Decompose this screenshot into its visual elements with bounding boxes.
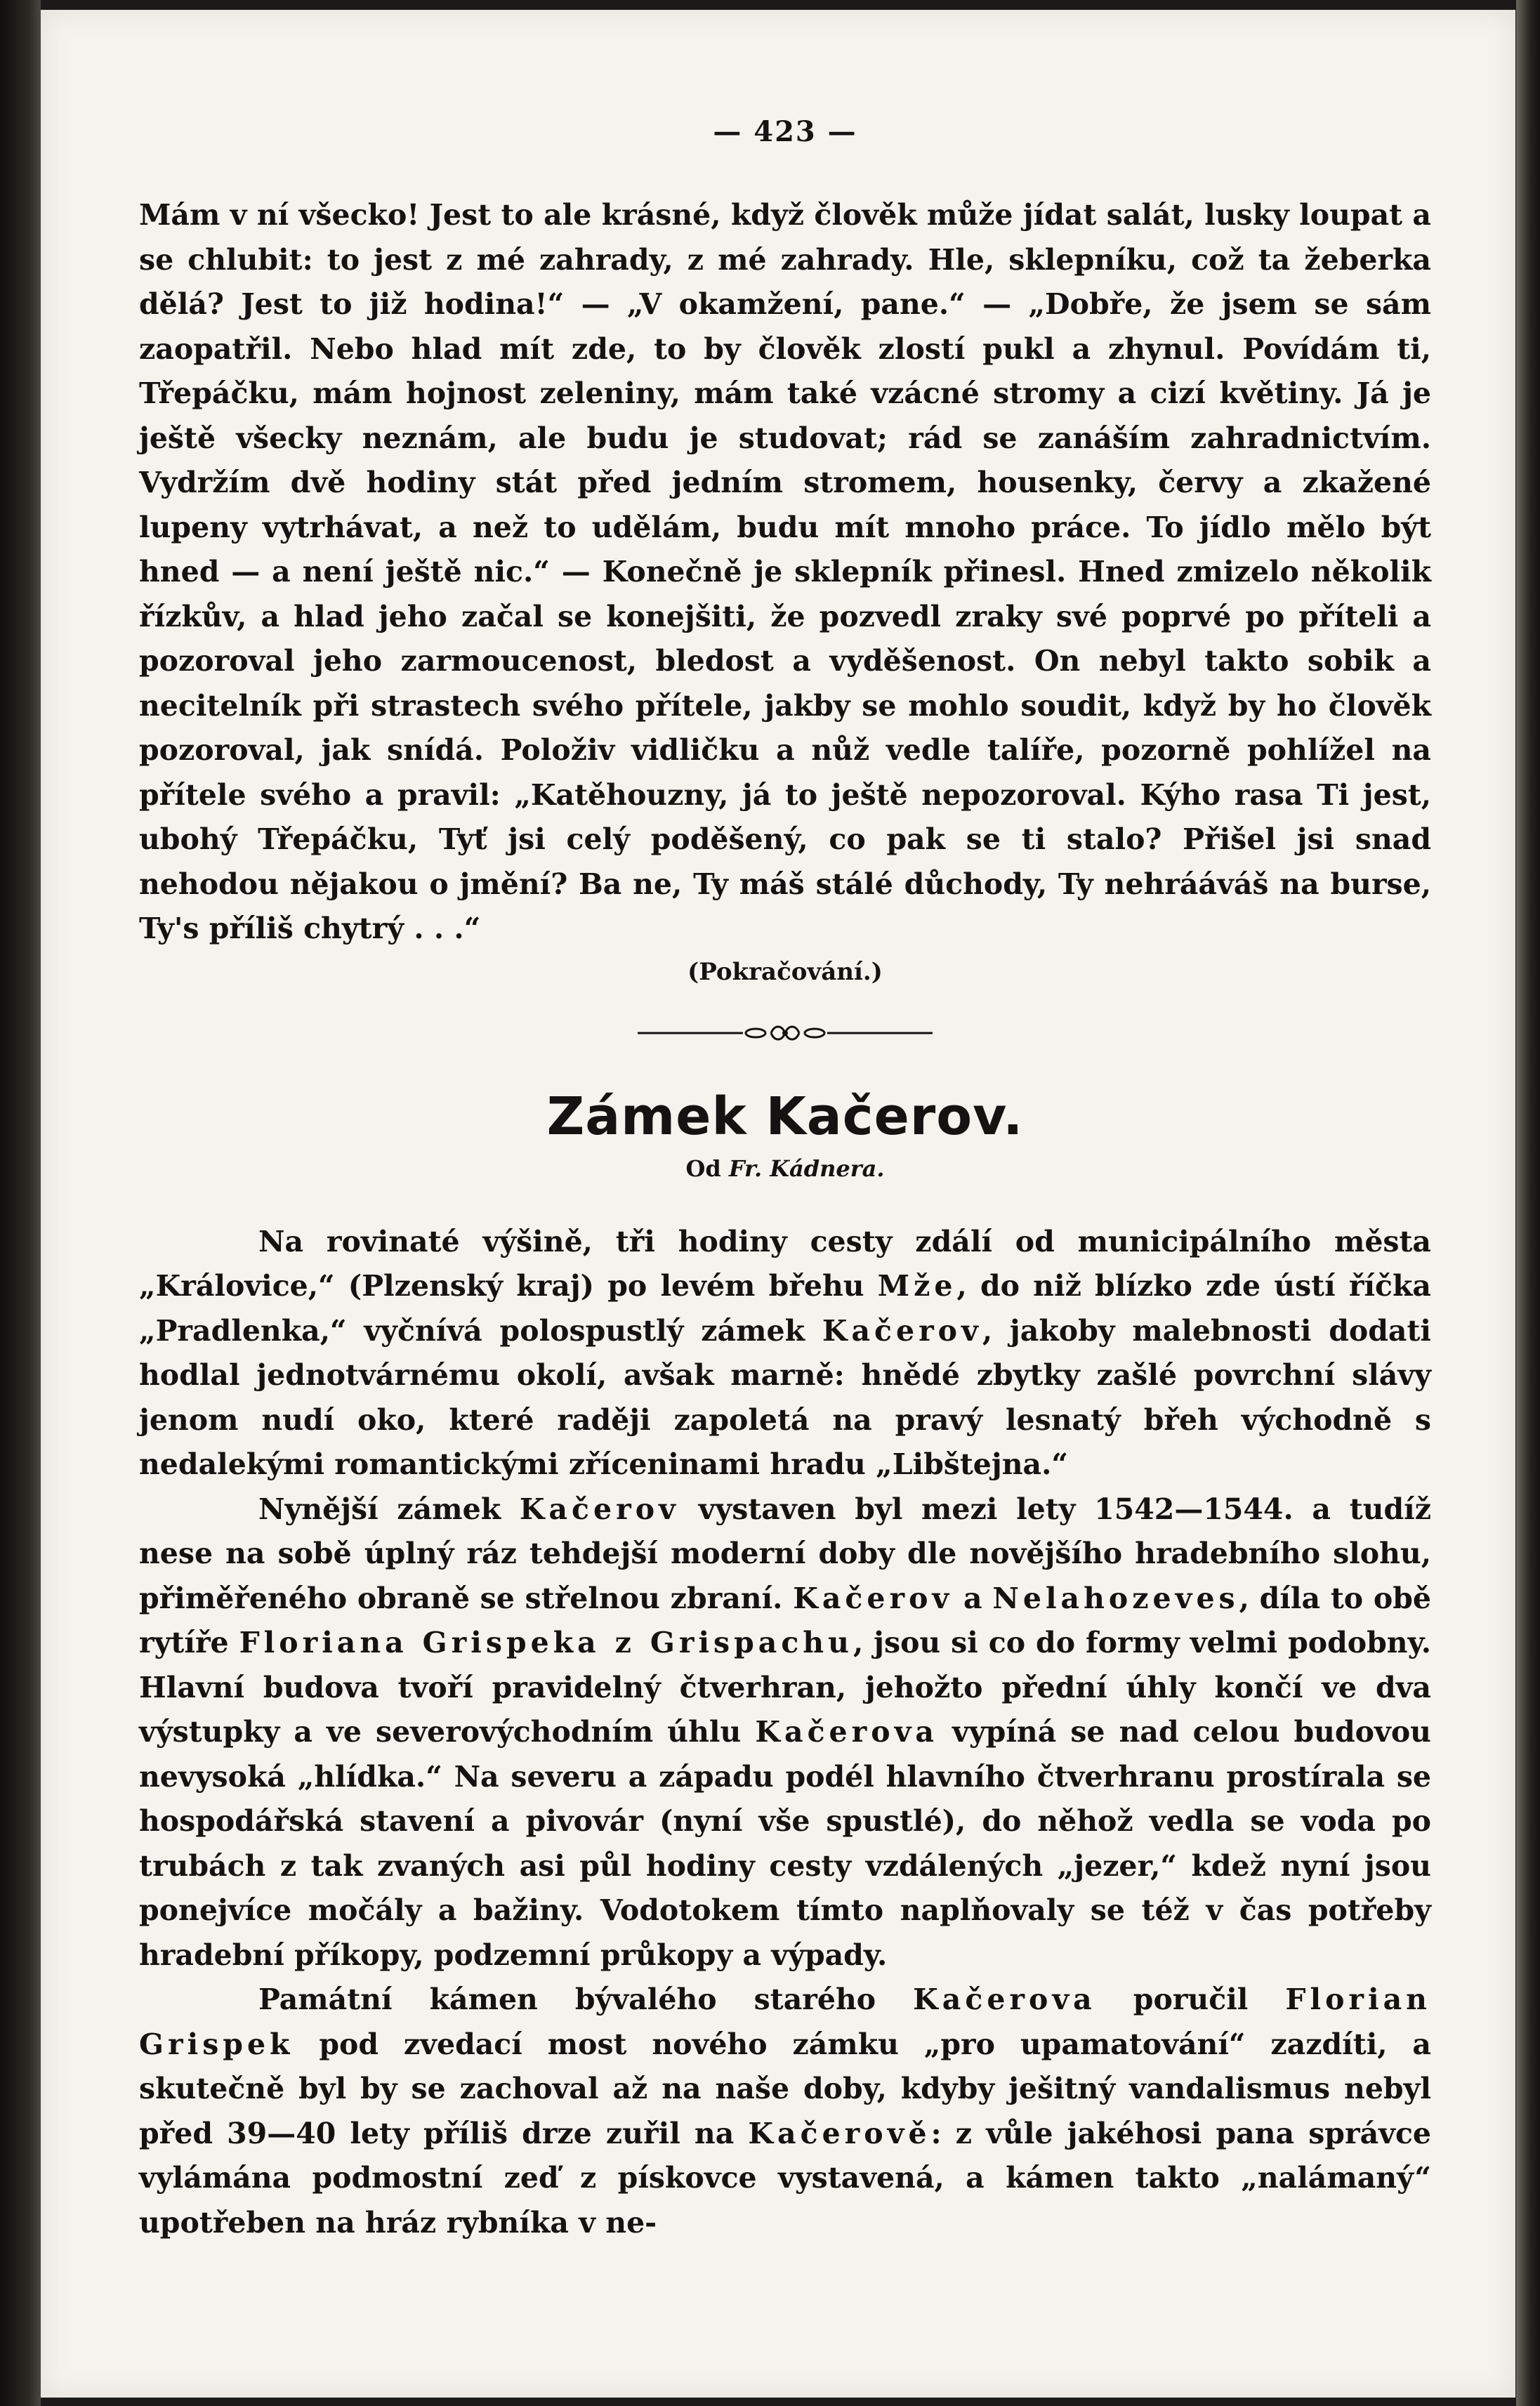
- article-paragraph-2: [139, 1487, 1431, 1978]
- text-run: poručil: [1095, 1983, 1286, 2016]
- byline-author: Fr. Kádnera.: [728, 1155, 885, 1182]
- ornament-divider-icon: [638, 1019, 933, 1047]
- book-spine-shadow: [0, 0, 41, 2406]
- text-run: vypíná se nad celou budovou nevysoká „hlídka.“ Na severu a západu podél hlavního čtverhranu prostírala se hospodářská stavení a pivovár (nyní vše spustlé), do něhož vedla se voda po trubách z tak zvaných asi půl hodiny cesty vzdálených „jezer,“ kdež nyní jsou ponejvíce močály a bažiny. Vodotokem tímto naplňovaly se též v čas potřeby hradební příkopy, podzemní průkopy a výpady.: [139, 1715, 1431, 1972]
- page-content: [139, 115, 1431, 2245]
- text-run: Na rovinaté výšině, tři hodiny cesty zdálí od municipálního města „Královice,“ (Plzenský kraj) po levém břehu: [139, 1224, 1431, 1303]
- book-page: [41, 10, 1515, 2398]
- spaced-name: Kačerově: [748, 2116, 931, 2150]
- page-number: — 423 —: [713, 115, 857, 148]
- story-ending-paragraph: [139, 193, 1431, 952]
- spaced-name: Florian Grispek: [139, 1983, 1431, 2061]
- text-run: : z vůle jakéhosi pana správce vylámána podmostní zeď z pískovce vystavená, a kámen takto „nalámaný“ upotřeben na hráz rybníka v ne-: [139, 2116, 1432, 2240]
- text-run: , do niž blízko zde ústí říčka „Pradlenka,“ vyčnívá polospustlý zámek: [139, 1269, 1431, 1348]
- text-run: vystaven byl mezi lety 1542—1544. a tudíž nese na sobě úplný ráz tehdejší moderní doby dle novějšího hradebního slohu, přiměřeného obraně se střelnou zbraní.: [139, 1492, 1431, 1615]
- spaced-name: Kačerova: [913, 1983, 1096, 2016]
- page-edge-shadow: [1516, 0, 1540, 2406]
- spaced-name: Kačerov: [519, 1492, 680, 1526]
- text-run: , díla to obě rytíře: [139, 1581, 1431, 1659]
- article-byline: [139, 1155, 1431, 1182]
- text-run: pod zvedací most nového zámku „pro upamatování“ zazdíti, a skutečně byl by se zachoval až na naše doby, kdyby ješitný vandalismus nebyl před 39—40 lety příliš drze zuřil na: [139, 2027, 1431, 2150]
- text-run: , jakoby malebnosti dodati hodlal jednotvárnému okolí, avšak marně: hnědé zbytky zašlé povrchní slávy jenom nudí oko, které raději zapoletá na pravý lesnatý břeh východně s nedalekými romantickými zříceninami hradu „Libštejna.“: [139, 1313, 1431, 1481]
- article-paragraph-3: [139, 1978, 1431, 2245]
- spaced-name: Nelahozeves: [992, 1581, 1239, 1615]
- spaced-name: Floriana Grispeka z Grispachu: [239, 1626, 853, 1659]
- spaced-name: Kačerova: [755, 1715, 938, 1749]
- text-run: Nynější zámek: [258, 1492, 520, 1526]
- spaced-name: Kačerov: [793, 1581, 954, 1615]
- spaced-name: Kačerov: [822, 1313, 982, 1348]
- article-paragraph-1: [139, 1220, 1431, 1487]
- spaced-name: Mže: [877, 1269, 957, 1303]
- text-run: Památní kámen bývalého starého: [258, 1983, 914, 2016]
- continuation-note: (Pokračování.): [687, 957, 883, 986]
- article-title: Zámek Kačerov.: [546, 1086, 1024, 1147]
- byline-prefix: Od: [685, 1155, 721, 1182]
- text-run: , jsou si co do formy velmi podobny. Hlavní budova tvoří pravidelný čtverhran, jehožto přední úhly končí ve dva výstupky a ve severovýchodním úhlu: [139, 1626, 1431, 1749]
- text-run: a: [953, 1581, 993, 1615]
- text-run: Mám v ní všecko! Jest to ale krásné, když člověk může jídat salát, lusky loupat a se chlubit: to jest z mé zahrady, z mé zahrady. Hle, sklepníku, což ta žeberka dělá? Jest to již hodina!“ — „V okamžení, pane.“ — „Dobře, že jsem se sám zaopatřil. Nebo hlad mít zde, to by člověk zlostí pukl a zhynul. Povídám ti, Třepáčku, mám hojnost zeleniny, mám také vzácné stromy a cizí květiny. Já je ještě všecky neznám, ale budu je studovat; rád se zanáším zahradnictvím. Vydržím dvě hodiny stát před jedním stromem, housenky, červy a zkažené lupeny vytrhávat, a než to udělám, budu mít mnoho práce. To jídlo mělo být hned — a není ještě nic.“ — Konečně je sklepník přinesl. Hned zmizelo několik řízkův, a hlad jeho začal se konejšiti, že pozvedl zraky své poprvé po příteli a pozoroval jeho zarmoucenost, bledost a vyděšenost. On nebyl takto sobik a necitelník při strastech svého přítele, jakby se mohlo soudit, když by ho člověk pozoroval, jak snídá. Položiv vidličku a nůž vedle talíře, pozorně pohlížel na přítele svého a pravil: „Katěhouzny, já to ještě nepozoroval. Kýho rasa Ti jest, ubohý Třepáčku, Tyť jsi celý poděšený, co pak se ti stalo? Přišel jsi snad nehodou nějakou o jmění? Ba ne, Ty máš stálé důchody, Ty nehrááváš na burse, Ty's příliš chytrý . . .“: [139, 198, 1431, 945]
